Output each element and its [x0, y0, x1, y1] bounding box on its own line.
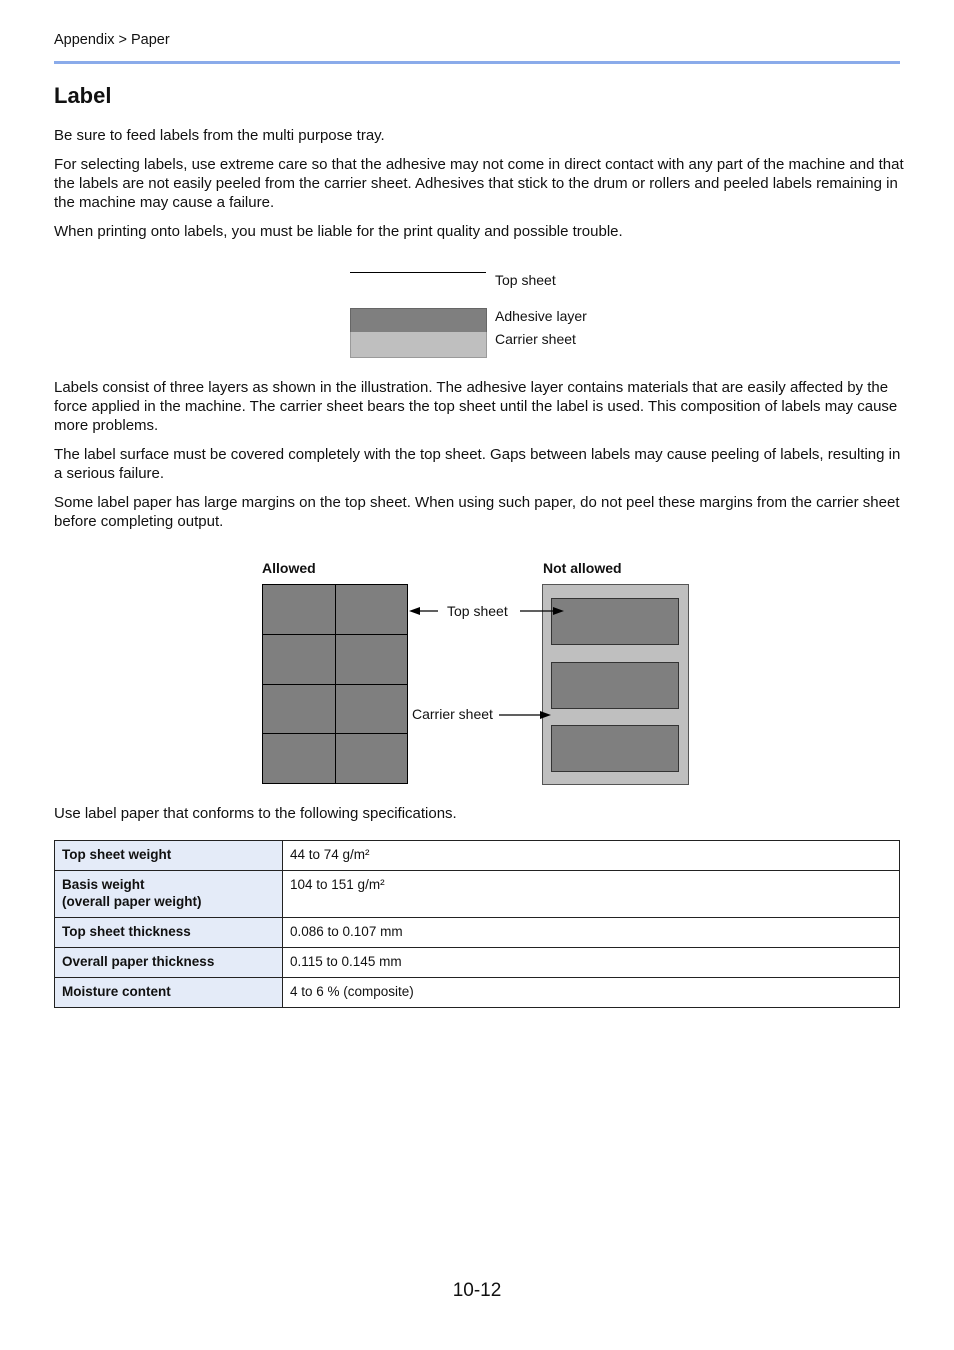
top-sheet-pointer-label: Top sheet [447, 603, 508, 619]
intro-paragraph-3: When printing onto labels, you must be liable for the print quality and possible trouble. [54, 223, 623, 240]
adhesive-layer [350, 308, 487, 333]
spec-property: Moisture content [55, 978, 283, 1008]
carrier-sheet-caption: Carrier sheet [495, 331, 576, 347]
spec-value: 0.086 to 0.107 mm [283, 918, 900, 948]
table-row [55, 841, 900, 871]
spec-value: 104 to 151 g/m² [283, 871, 900, 918]
body-paragraph-3: Some label paper has large margins on the top sheet. When using such paper, do not peel these margins from the carrier sheet before completing output. [54, 494, 900, 530]
intro-paragraph-1: Be sure to feed labels from the multi purpose tray. [54, 127, 385, 144]
body-paragraph-1: Labels consist of three layers as shown in the illustration. The adhesive layer contains materials that are easily affected by the force applied in the machine. The carrier sheet bears the top sheet until the label is used. This composition of labels may cause more problems. [54, 379, 898, 434]
page-number: 10-12 [452, 1280, 502, 1301]
allowed-heading: Allowed [262, 560, 316, 576]
spec-property: Basis weight (overall paper weight) [55, 871, 283, 918]
spec-property: Overall paper thickness [55, 948, 283, 978]
carrier-sheet-pointer-label: Carrier sheet [412, 706, 493, 722]
label-spec-table [54, 840, 900, 1008]
table-row [55, 918, 900, 948]
table-row [55, 978, 900, 1008]
body-paragraph-2: The label surface must be covered completely with the top sheet. Gaps between labels may cause peeling of labels, resulting in a serious failure. [54, 446, 901, 482]
label-margins-figure [250, 555, 710, 795]
breadcrumb: Appendix > Paper [54, 32, 170, 48]
adhesive-layer-caption: Adhesive layer [495, 308, 587, 324]
not-allowed-heading: Not allowed [543, 560, 622, 576]
table-row [55, 948, 900, 978]
intro-paragraph-2: For selecting labels, use extreme care so that the adhesive may not come in direct contact with any part of the machine and that the labels are not easily peeled from the carrier sheet. Adhesives that stick to the drum or rollers and peeled labels remaining in the machine may cause a failure. [54, 156, 904, 211]
arrow-right-icon [540, 711, 551, 719]
top-sheet-caption: Top sheet [495, 272, 556, 288]
pointer-arrows [250, 555, 710, 795]
spec-property: Top sheet weight [55, 841, 283, 871]
top-sheet-layer [350, 272, 486, 273]
header-divider [54, 61, 900, 64]
spec-value: 0.115 to 0.145 mm [283, 948, 900, 978]
spec-value: 44 to 74 g/m² [283, 841, 900, 871]
spec-value: 4 to 6 % (composite) [283, 978, 900, 1008]
spec-property: Top sheet thickness [55, 918, 283, 948]
label-layers-figure [348, 266, 608, 362]
arrow-left-icon [409, 607, 420, 615]
specs-intro: Use label paper that conforms to the following specifications. [54, 805, 457, 822]
table-row [55, 871, 900, 918]
arrow-right-icon [553, 607, 564, 615]
page-title: Label [54, 83, 112, 108]
carrier-sheet-layer [350, 332, 487, 358]
